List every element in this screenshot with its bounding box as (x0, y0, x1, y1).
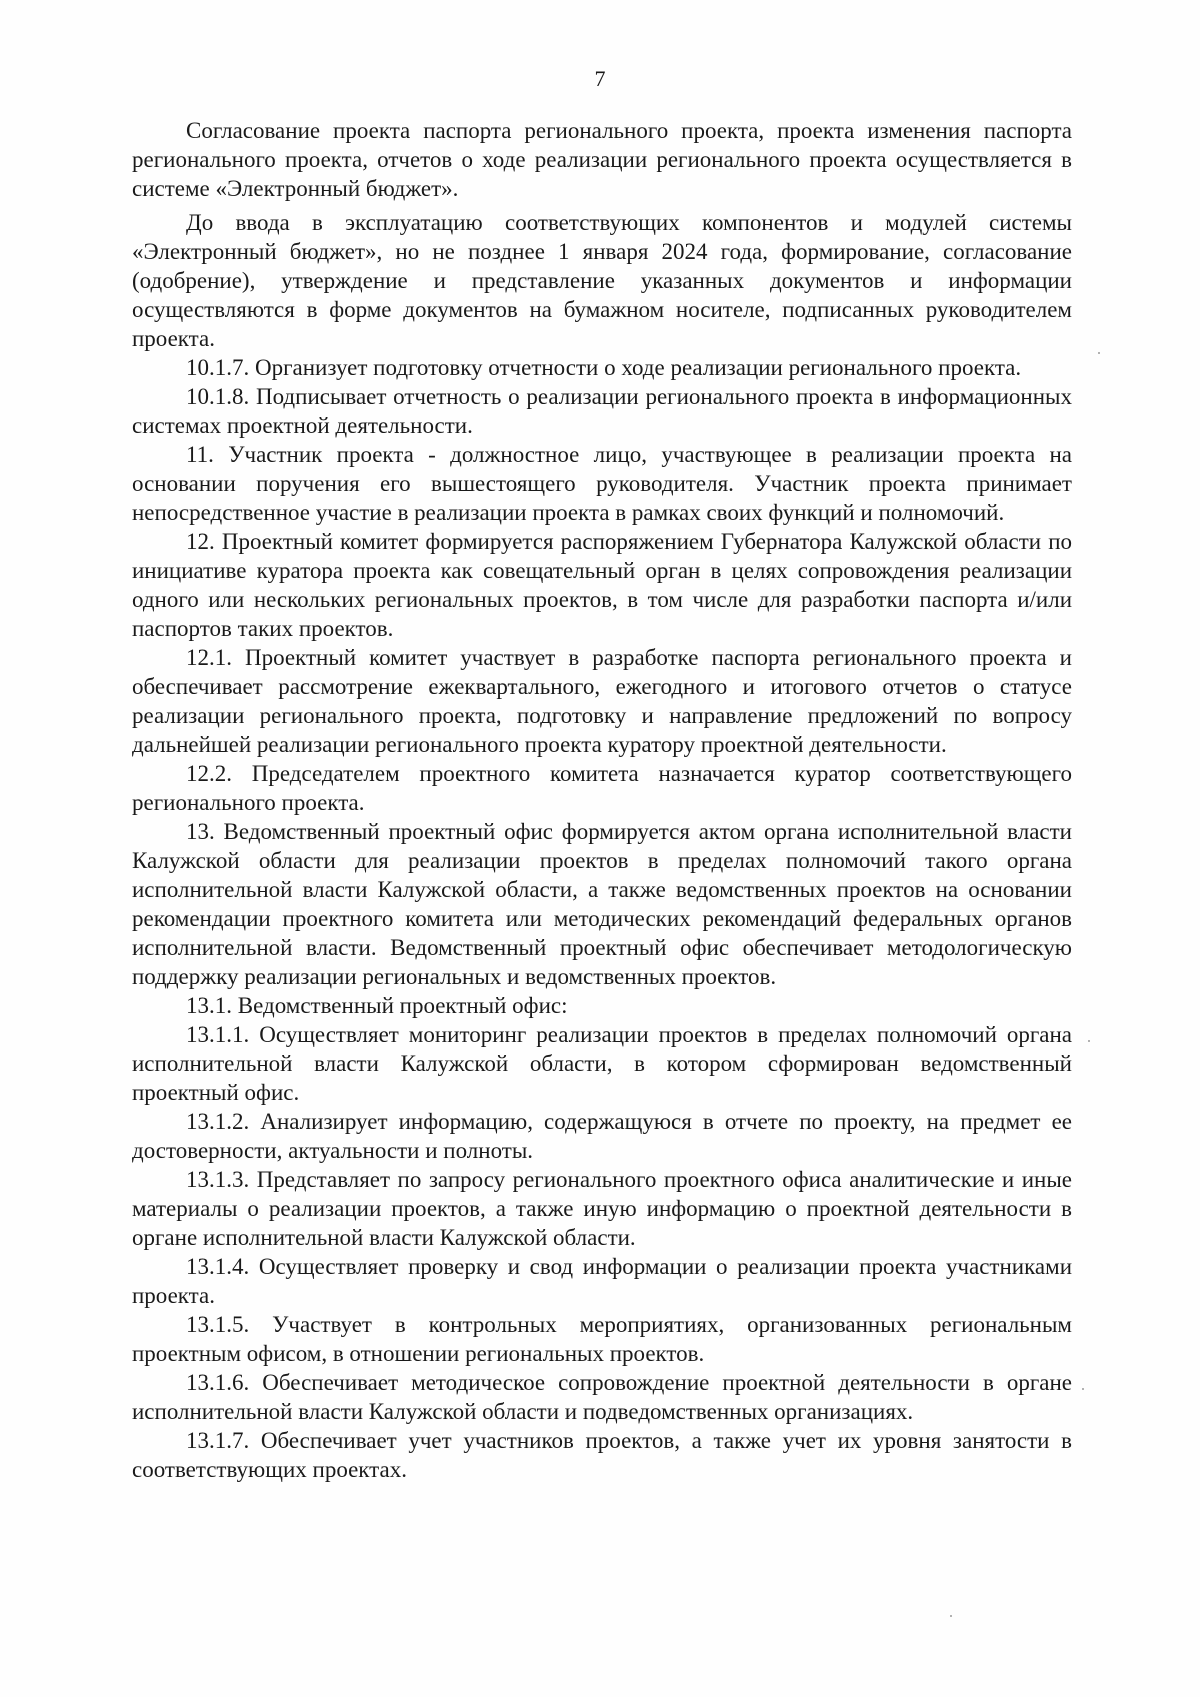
paragraph: 13.1.4. Осуществляет проверку и свод информации о реализации проекта участниками проекта. (132, 1254, 1072, 1308)
paragraph: 13.1.2. Анализирует информацию, содержащуюся в отчете по проекту, на предмет ее достоверности, актуальности и полноты. (132, 1109, 1072, 1163)
paragraph: 13. Ведомственный проектный офис формируется актом органа исполнительной власти Калужской области для реализации проектов в пределах полномочий такого органа исполнительной власти Калужской области, а также ведомственных проектов на основании рекомендации проектного комитета или методических рекомендаций федеральных органов исполнительной власти. Ведомственный проектный офис обеспечивает методологическую поддержку реализации региональных и ведомственных проектов. (132, 819, 1072, 989)
scan-speck (1088, 1040, 1090, 1042)
paragraph: 13.1.6. Обеспечивает методическое сопровождение проектной деятельности в органе исполнительной власти Калужской области и подведомственных организациях. (132, 1370, 1072, 1424)
paragraph: 13.1.5. Участвует в контрольных мероприятиях, организованных региональным проектным офисом, в отношении региональных проектов. (132, 1312, 1072, 1366)
paragraph: 13.1. Ведомственный проектный офис: (186, 993, 568, 1018)
scan-speck (950, 1615, 952, 1617)
paragraph: 13.1.3. Представляет по запросу регионального проектного офиса аналитические и иные материалы о реализации проектов, а также иную информацию о проектной деятельности в органе исполнительной власти Калужской области. (132, 1167, 1072, 1250)
paragraph: 13.1.1. Осуществляет мониторинг реализации проектов в пределах полномочий органа исполнительной власти Калужской области, в котором сформирован ведомственный проектный офис. (132, 1022, 1072, 1105)
paragraph: До ввода в эксплуатацию соответствующих компонентов и модулей системы «Электронный бюджет», но не позднее 1 января 2024 года, формирование, согласование (одобрение), утверждение и представление указанных документов и информации осуществляются в форме документов на бумажном носителе, подписанных руководителем проекта. (132, 210, 1072, 351)
scan-speck (1082, 1388, 1084, 1390)
paragraph: Согласование проекта паспорта регионального проекта, проекта изменения паспорта регионального проекта, отчетов о ходе реализации регионального проекта осуществляется в системе «Электронный бюджет». (132, 118, 1072, 201)
paragraph: 13.1.7. Обеспечивает учет участников проектов, а также учет их уровня занятости в соответствующих проектах. (132, 1428, 1072, 1482)
document-body (132, 116, 1072, 1484)
page-number: 7 (594, 66, 606, 91)
paragraph: 11. Участник проекта - должностное лицо, участвующее в реализации проекта на основании поручения его вышестоящего руководителя. Участник проекта принимает непосредственное участие в реализации проекта в рамках своих функций и полномочий. (132, 442, 1072, 525)
paragraph: 10.1.7. Организует подготовку отчетности о ходе реализации регионального проекта. (186, 355, 1022, 380)
paragraph: 12. Проектный комитет формируется распоряжением Губернатора Калужской области по инициативе куратора проекта как совещательный орган в целях сопровождения реализации одного или нескольких региональных проектов, в том числе для разработки паспорта и/или паспортов таких проектов. (132, 529, 1072, 641)
scan-speck (1098, 352, 1100, 354)
paragraph: 12.1. Проектный комитет участвует в разработке паспорта регионального проекта и обеспечивает рассмотрение ежеквартального, ежегодного и итогового отчетов о статусе реализации регионального проекта, подготовку и направление предложений по вопросу дальнейшей реализации регионального проекта куратору проектной деятельности. (132, 645, 1072, 757)
paragraph: 10.1.8. Подписывает отчетность о реализации регионального проекта в информационных системах проектной деятельности. (132, 384, 1072, 438)
paragraph: 12.2. Председателем проектного комитета назначается куратор соответствующего регионального проекта. (132, 761, 1072, 815)
